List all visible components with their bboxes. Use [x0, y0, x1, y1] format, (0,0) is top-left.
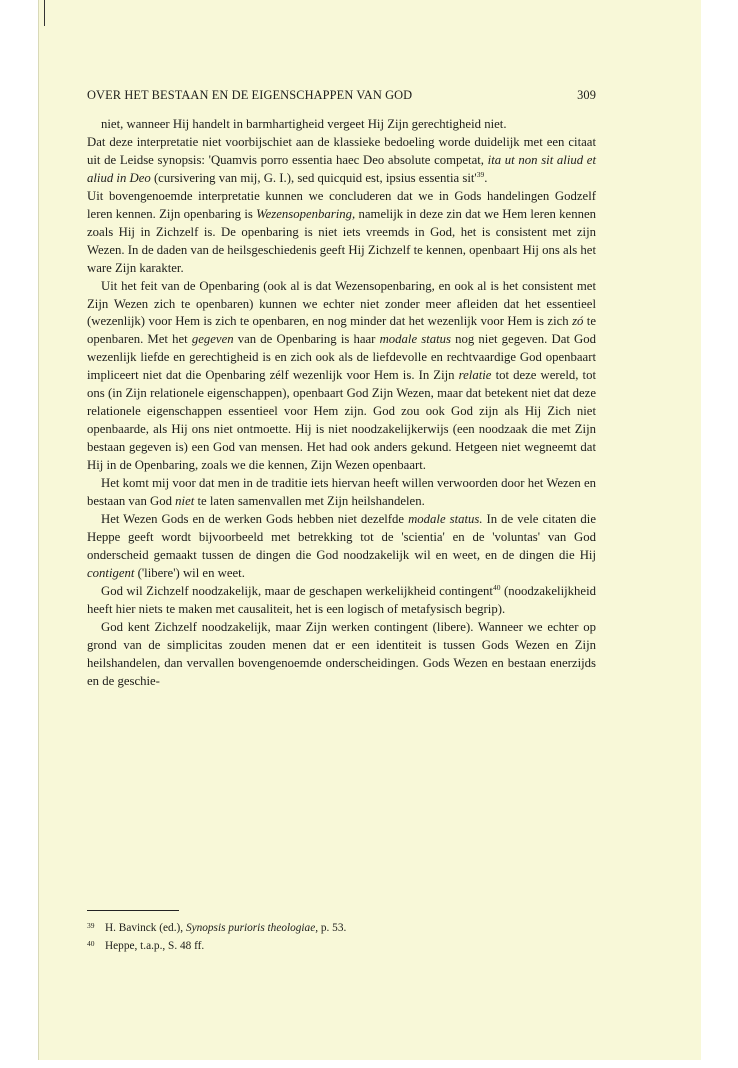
paragraph-2-text-b: (cursivering van mij, G. I.), sed quicquid est, ipsius essentia sit' [150, 170, 477, 185]
paragraph-3-italic: Wezensopenbaring, [256, 206, 356, 221]
footnote-ref-39[interactable]: 39 [476, 169, 485, 179]
paragraph-7-text-a: God wil Zichzelf noodzakelijk, maar de geschapen werkelijkheid contingent [101, 583, 493, 598]
running-title: OVER HET BESTAAN EN DE EIGENSCHAPPEN VAN GOD [87, 88, 413, 102]
paragraph-2 [87, 134, 596, 188]
paragraph-6-italic-1: modale status. [408, 511, 483, 526]
paragraph-4-italic-3: modale status [379, 332, 451, 347]
paragraph-5-italic: niet [175, 494, 195, 509]
paragraph-3-text-b: namelijk in deze zin dat we Hem leren kennen zoals Hij in Zichzelf is. De openbaring is niet iets vreemds in God, het is consistent met zijn Wezen. In de daden van de heilsgeschiedenis geeft Hij Zichzelf te kennen, openbaart Hij ons als het ware Zijn karakter. [87, 206, 596, 275]
paragraph-7 [87, 583, 596, 619]
footnotes [87, 918, 596, 954]
footnote-39-text-b: p. 53. [318, 922, 347, 934]
running-header [87, 88, 596, 103]
footnote-39-title: Synopsis purioris theologiae, [185, 922, 319, 934]
paragraph-8-text: God kent Zichzelf noodzakelijk, maar Zijn werken contingent (libere). Wanneer we echter op grond van de simplicitas zouden menen dat er een identiteit is tussen Gods Wezen en Zijn heilshandelen, dan vervallen bovengenoemde onderscheidingen. Gods Wezen en bestaan enerzijds en de geschie- [87, 619, 596, 688]
main-text [87, 116, 596, 691]
paragraph-4-italic-4: relatie [458, 368, 492, 383]
paragraph-6-text-a: Het Wezen Gods en de werken Gods hebben niet dezelfde [101, 511, 409, 526]
paragraph-7-text-b: (noodzakelijkheid heeft hier niets te maken met causaliteit, het is een logisch of metafysisch begrip). [87, 583, 596, 616]
binding-edge-line [44, 0, 45, 26]
paragraph-4-text-a: Uit het feit van de Openbaring (ook al is dat Wezensopenbaring, en ook al is het consistent met Zijn Wezen zich te openbaren) kunnen we echter niet zonder meer afleiden dat het essentieel (wezenlijk) voor Hem is zich te openbaren, en nog minder dat het wezenlijk voor Hem is zich [87, 278, 596, 329]
paragraph-2-text-a: Dat deze interpretatie niet voorbijschiet aan de klassieke bedoeling worde duidelijk met een citaat uit de Leidse synopsis: 'Quamvis porro essentia haec Deo absolute competat, [87, 134, 596, 167]
paragraph-5-text-b: te laten samenvallen met Zijn heilshandelen. [194, 494, 425, 509]
paragraph-8 [87, 619, 596, 691]
paragraph-6-text-b: In de vele citaten die Heppe geeft wordt bijvoorbeeld met betrekking tot de 'scientia' en de 'voluntas' van God onderscheid gemaakt tussen de dingen die God noodzakelijk wil en weet, en de dingen die Hij [87, 511, 596, 562]
paragraph-3-text-a: Uit bovengenoemde interpretatie kunnen we concluderen dat we in Gods handelingen Godzelf leren kennen. Zijn openbaring is [87, 188, 596, 221]
paragraph-4-italic-2: gegeven [191, 332, 234, 347]
footnote-39-number: 39 [87, 921, 95, 930]
footnote-39-text-a: H. Bavinck (ed.), [105, 922, 186, 934]
paragraph-4 [87, 278, 596, 475]
paragraph-6-italic-2: contigent [87, 565, 135, 580]
footnote-39 [87, 918, 596, 936]
paragraph-4-text-d: nog niet gegeven. Dat God wezenlijk liefde en gerechtigheid is en zich ook als de liefdevolle en rechtvaardige God openbaart impliceert niet dat die Openbaring zélf wezenlijk voor Hem is. In Zijn [87, 332, 596, 383]
footnote-ref-40[interactable]: 40 [492, 582, 501, 592]
paragraph-5-text-a: Het komt mij voor dat men in de traditie iets hiervan heeft willen verwoorden door het Wezen en bestaan van God [87, 476, 596, 509]
footnote-40 [87, 936, 596, 954]
footnote-40-text: Heppe, t.a.p., S. 48 ff. [105, 940, 205, 953]
paragraph-5 [87, 475, 596, 511]
footnote-divider [87, 910, 179, 911]
paragraph-2-latin-italic: ita ut non sit aliud et aliud in Deo [87, 152, 596, 185]
page-number: 309 [577, 88, 596, 102]
paragraph-2-text-c: . [484, 170, 488, 185]
paragraph-4-text-b: te openbaren. Met het [87, 314, 597, 347]
paragraph-4-text-c: van de Openbaring is haar [233, 332, 380, 347]
paragraph-1-text: niet, wanneer Hij handelt in barmhartigheid vergeet Hij Zijn gerechtigheid niet. [101, 117, 507, 131]
footnote-40-number: 40 [87, 939, 95, 949]
paragraph-3 [87, 188, 596, 278]
paragraph-6-text-c: ('libere') wil en weet. [134, 565, 245, 580]
paragraph-4-italic-1: zó [572, 314, 584, 329]
paragraph-1 [87, 116, 596, 134]
paragraph-6 [87, 511, 596, 583]
paragraph-4-text-e: tot deze wereld, tot ons (in Zijn relationele eigenschappen), openbaart God Zijn Wezen, maar dat betekent niet dat deze relationele eigenschappen essentieel voor Hem zijn. God zou ook God zijn als Hij Zich niet openbaarde, als Hij ons niet ontmoette. Hij is niet noodzakelijkerwijs (een noodzaak die met Zijn bestaan gegeven is) een God van mensen. Het had ook anders gekund. Hetgeen niet wegneemt dat Hij in de Openbaring, zoals we die kennen, Zijn Wezen openbaart. [87, 368, 596, 473]
